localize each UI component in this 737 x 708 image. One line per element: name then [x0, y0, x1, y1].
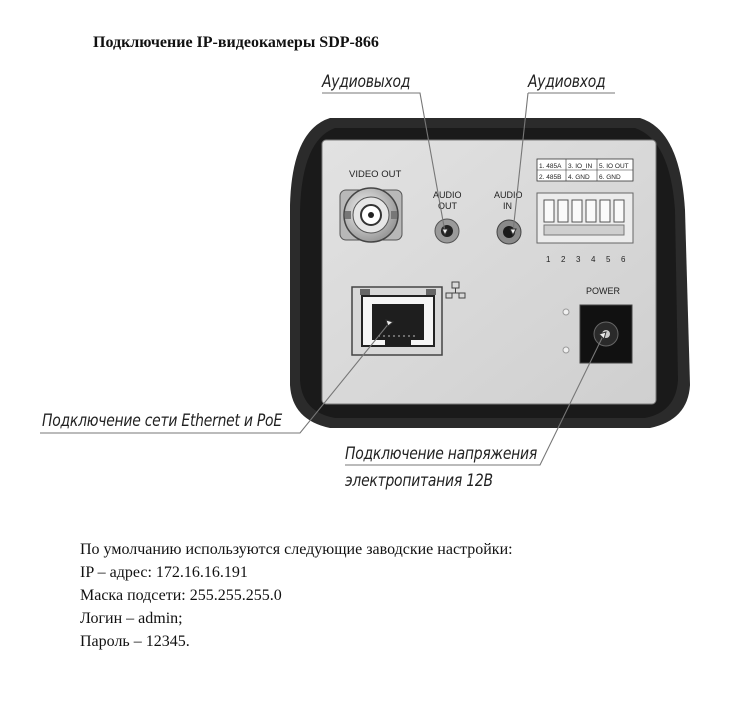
bnc-connector-icon [340, 188, 402, 242]
callout-power-line2: электропитания 12В [345, 471, 493, 491]
callout-audio-out: Аудиовыход [322, 72, 411, 92]
terminal-block-icon [537, 193, 633, 243]
legend-4: 4. GND [568, 174, 590, 181]
terminal-legend-table [537, 159, 633, 181]
legend-1: 1. 485A [539, 163, 562, 170]
ethernet-port-icon [352, 287, 442, 355]
legend-3: 3. IO_IN [568, 163, 593, 170]
terminal-number: 4 [591, 255, 596, 264]
terminal-number: 2 [561, 255, 566, 264]
legend-5: 5. IO OUT [599, 163, 629, 170]
terminal-number: 6 [621, 255, 626, 264]
audio-in-jack-icon [497, 220, 521, 244]
audio-in-label-line2: IN [503, 201, 512, 211]
callout-audio-in: Аудиовход [528, 72, 606, 92]
document-title: Подключение IP-видеокамеры SDP-866 [93, 34, 379, 51]
callout-power-line1: Подключение напряжения [345, 444, 537, 464]
legend-6: 6. GND [599, 174, 621, 181]
power-label: POWER [586, 286, 621, 296]
settings-ip: IP – адрес: 172.16.16.191 [80, 564, 248, 581]
video-out-label: VIDEO OUT [349, 169, 402, 180]
audio-in-label-line1: AUDIO [494, 190, 523, 200]
terminal-number: 1 [546, 255, 551, 264]
settings-intro: По умолчанию используются следующие заводские настройки: [80, 541, 513, 558]
settings-login: Логин – admin; [80, 610, 183, 627]
settings-mask: Маска подсети: 255.255.255.0 [80, 587, 282, 604]
legend-2: 2. 485B [539, 174, 562, 181]
callout-ethernet: Подключение сети Ethernet и PoE [42, 411, 282, 431]
audio-out-label-line1: AUDIO [433, 190, 462, 200]
audio-out-label-line2: OUT [438, 201, 457, 211]
default-settings [80, 538, 513, 653]
terminal-number: 5 [606, 255, 611, 264]
terminal-number: 3 [576, 255, 581, 264]
settings-password: Пароль – 12345. [80, 633, 190, 650]
